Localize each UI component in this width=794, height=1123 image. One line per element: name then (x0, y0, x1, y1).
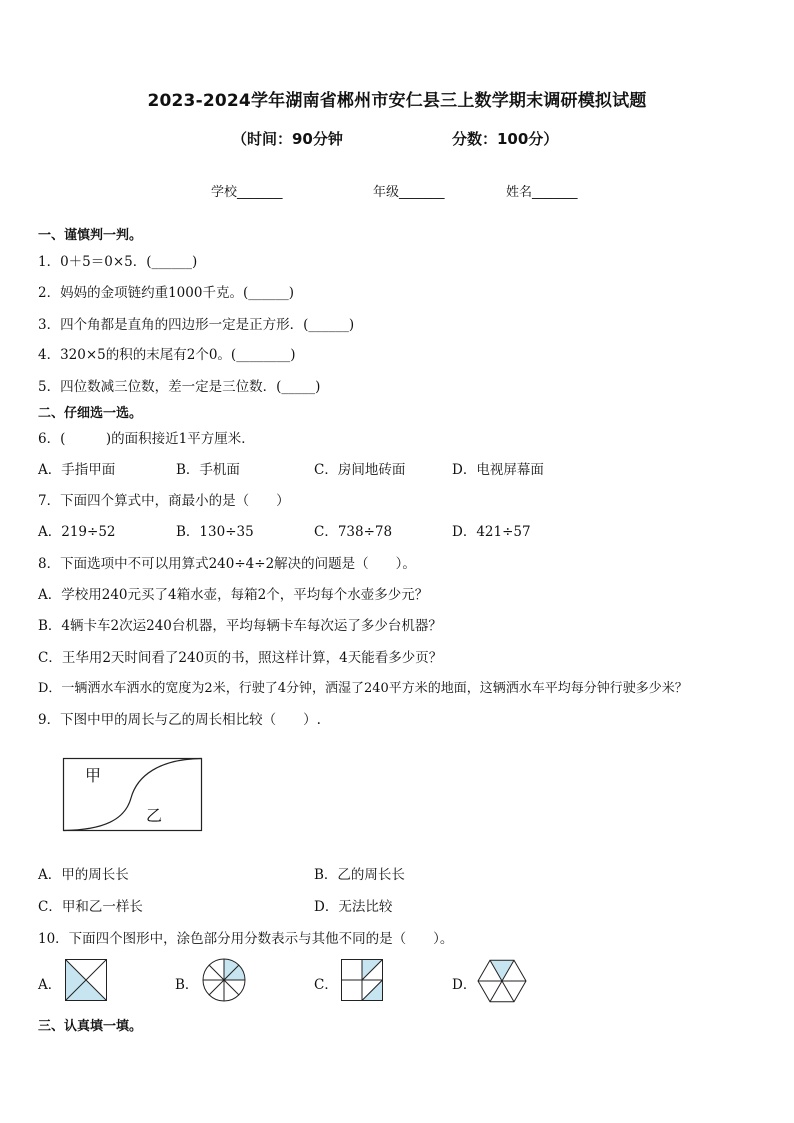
q10-option-a: A． (38, 977, 62, 993)
question-5: 5．四位数减三位数，差一定是三位数．(_____) (38, 379, 321, 395)
section-2-heading: 二、仔细选一选。 (38, 406, 143, 421)
q9-option-a: A．甲的周长长 (38, 867, 129, 883)
q9-option-c: C．甲和乙一样长 (38, 899, 143, 915)
q9-label-yi: 乙 (146, 806, 163, 825)
question-9: 9．下图中甲的周长与乙的周长相比较（ ）. (38, 712, 321, 728)
q8-option-d: D．一辆洒水车洒水的宽度为2米，行驶了4分钟，洒湿了240平方米的地面，这辆洒水车平均每分钟行驶多少米？ (38, 681, 688, 696)
q8-option-a: A．学校用240元买了4箱水壶，每箱2个，平均每个水壶多少元？ (38, 587, 429, 603)
q6-option-a: A．手指甲面 (38, 462, 116, 478)
q10-figure-b-circle (202, 958, 246, 1002)
q7-option-a: A．219÷52 (38, 524, 116, 540)
question-4: 4．320×5的积的末尾有2个0。(________) (38, 347, 296, 363)
section-3-heading: 三、认真填一填。 (38, 1019, 143, 1034)
q6-option-c: C．房间地砖面 (314, 462, 406, 478)
q10-figure-c-square (341, 959, 383, 1001)
q7-option-b: B．130÷35 (176, 524, 254, 540)
question-2: 2．妈妈的金项链约重1000千克。(______) (38, 285, 294, 301)
q9-option-b: B．乙的周长长 (314, 867, 405, 883)
q10-option-d: D． (452, 977, 477, 993)
q10-option-b: B． (175, 977, 199, 993)
q9-figure (63, 758, 202, 831)
question-6: 6．( )的面积接近1平方厘米． (38, 431, 255, 447)
exam-time: （时间：90分钟 (232, 130, 343, 148)
question-3: 3．四个角都是直角的四边形一定是正方形．(______) (38, 317, 355, 333)
school-field: 学校_______ (211, 185, 283, 200)
page-title: 2023-2024学年湖南省郴州市安仁县三上数学期末调研模拟试题 (147, 91, 647, 111)
question-8: 8．下面选项中不可以用算式240÷4÷2解决的问题是（ ）。 (38, 556, 416, 572)
question-7: 7．下面四个算式中，商最小的是（ ） (38, 493, 290, 509)
exam-score: 分数：100分） (452, 130, 559, 148)
name-field: 姓名_______ (506, 185, 578, 200)
q6-option-d: D．电视屏幕面 (452, 462, 544, 478)
q8-option-b: B．4辆卡车2次运240台机器，平均每辆卡车每次运了多少台机器？ (38, 618, 442, 634)
q6-option-b: B．手机面 (176, 462, 240, 478)
question-1: 1．0＋5＝0×5．(______) (38, 254, 198, 270)
q7-option-d: D．421÷57 (452, 524, 531, 540)
q8-option-c: C．王华用2天时间看了240页的书，照这样计算，4天能看多少页？ (38, 650, 443, 666)
q9-label-jia: 甲 (85, 766, 102, 785)
grade-field: 年级_______ (373, 185, 445, 200)
section-1-heading: 一、谨慎判一判。 (38, 228, 143, 243)
q10-figure-d-hexagon (477, 959, 527, 1003)
q7-option-c: C．738÷78 (314, 524, 393, 540)
q10-figure-a-square (65, 959, 107, 1001)
question-10: 10．下面四个图形中，涂色部分用分数表示与其他不同的是（ ）。 (38, 931, 454, 947)
q10-option-c: C． (314, 977, 338, 993)
q9-option-d: D．无法比较 (314, 899, 393, 915)
